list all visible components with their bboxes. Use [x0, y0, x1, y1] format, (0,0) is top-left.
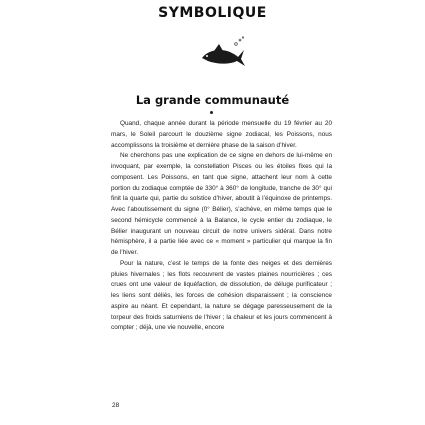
- title-ornament: [210, 111, 213, 114]
- paragraph: Ne cherchons pas une explication de ce signe en dehors de lui-même en invoquant, par exemple, la constellation Pisces ou les étoiles fixes qui la composent. Les Poissons, en tant que signe, attachent leur nom à cette portion du zodiaque comptée de 330° à 360° de longitude, tranche de 30° qui finit la quarte qui, partie du solstice d’hiver, aboutit à l’équinoxe de printemps. Avec l’aboutissement du signe (0° Bélier), s’achève, en même temps que le second hémicycle commencé à la Balance, le cycle entier du zodiaque, le Bélier inaugurant un nouveau circuit de notre univers sidéral. Dans notre hémisphère, il a partie liée avec ce « moment » particulier qui marque la fin de l’hiver.: [111, 152, 332, 256]
- paragraph: Quand, chaque année durant la période mensuelle du 19 février au 20 mars, le Soleil parcourt le douzième signe zodiacal, les Poissons, nous accomplissons la troisième et dernière phase de la saison d’hiver.: [111, 120, 332, 149]
- page-number: 28: [112, 402, 120, 409]
- paragraph: Pour la nature, c’est le temps de la fonte des neiges et des dernières pluies hivernales ; les flots recouvrent de vastes plaines nourricières ; ces crues ont une valeur de liquéfaction, de dissolution, de déluge purificateur ; les liens sont déliés, les forces de cohésion disparaissent ; la conscience aspire au néant. Et cependant, la nature se dégage paresseusement de la torpeur des froids saturniens de l’hiver ; la chaleur et les jours commencent à compter ; déjà, une vie nouvelle, encore: [111, 259, 332, 332]
- running-header: SYMBOLIQUE: [158, 5, 267, 21]
- fish-icon: [196, 36, 246, 66]
- body-text: [111, 119, 332, 334]
- section-title: La grande communauté: [135, 93, 290, 107]
